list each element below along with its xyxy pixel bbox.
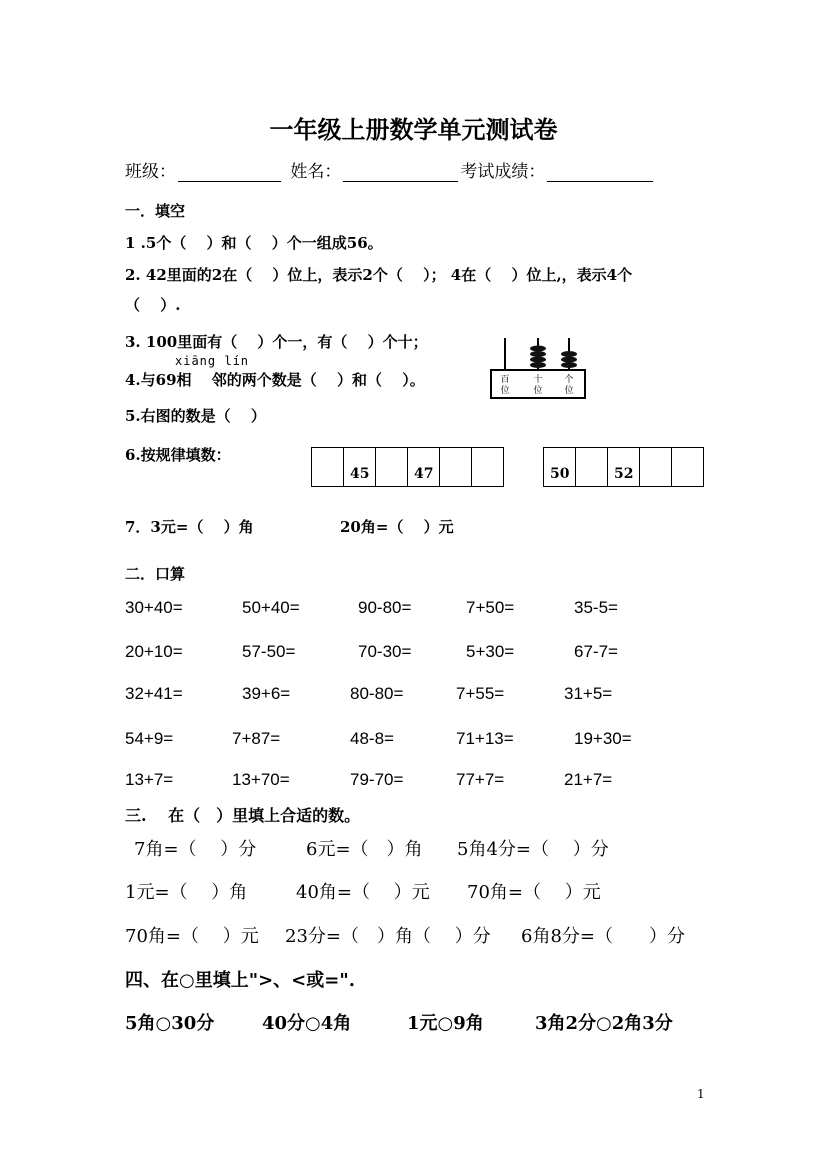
calc-item: 79-70= [350, 770, 404, 789]
calc-item: 32+41= [125, 684, 183, 703]
abacus-bead [530, 346, 546, 352]
calc-item: 48-8= [350, 729, 394, 748]
section4-heading: 四、在○里填上">、<或=". [125, 970, 355, 991]
pinyin-annotation: xiāng lín [175, 354, 250, 368]
section2-heading: 二．口算 [125, 565, 186, 583]
calc-item: 21+7= [564, 770, 613, 789]
seq2-cell: 52 [607, 448, 639, 486]
section3-heading: 三. 在（ ）里填上合适的数。 [125, 806, 361, 825]
page-title: 一年级上册数学单元测试卷 [269, 115, 558, 144]
seq2-cell[interactable] [671, 448, 703, 486]
conv-2-3: 70角=（ ）元 [467, 882, 601, 903]
abacus-bead [530, 362, 546, 368]
question-2-line2: （ ）. [125, 296, 181, 314]
calc-item: 70-30= [358, 642, 412, 661]
question-2-line1: 2. 42里面的2在（ ）位上，表示2个（ ）； 4在（ ）位上,，表示4个 [125, 266, 633, 284]
abacus-bead [561, 362, 577, 368]
conv-1-3: 5角4分=（ ）分 [457, 839, 609, 860]
seq2-cell[interactable] [639, 448, 671, 486]
calc-item: 35-5= [574, 598, 618, 617]
sequence-box-2 [543, 447, 704, 487]
page-number: 1 [697, 1087, 705, 1101]
header-info-line [125, 157, 655, 182]
sequence-box-1 [311, 447, 504, 487]
calc-item: 71+13= [456, 729, 514, 748]
conv-3-2: 23分=（ ）角（ ）分 [285, 926, 491, 947]
conv-2-2: 40角=（ ）元 [296, 882, 430, 903]
conv-1-1: 7角=（ ）分 [134, 839, 257, 860]
compare-3: 1元○9角 [407, 1013, 484, 1034]
calc-item: 77+7= [456, 770, 505, 789]
seq1-cell: 47 [407, 448, 439, 486]
seq1-cell[interactable] [439, 448, 471, 486]
question-3: 3. 100里面有（ ）个一，有（ ）个十； [125, 333, 428, 351]
calc-item: 39+6= [242, 684, 291, 703]
conv-3-1: 70角=（ ）元 [125, 926, 259, 947]
label-tens-2: 位 [533, 386, 543, 396]
question-4: 4.与69相 邻的两个数是（ ）和（ ）。 [125, 371, 425, 389]
label-ones-2: 位 [564, 386, 574, 396]
compare-2: 40分○4角 [262, 1013, 352, 1034]
label-hundreds-2: 位 [500, 386, 510, 396]
calc-item: 67-7= [574, 642, 618, 661]
question-5: 5.右图的数是（ ） [125, 407, 266, 425]
compare-4: 3角2分○2角3分 [535, 1013, 673, 1034]
label-ones-1: 个 [564, 375, 574, 385]
name-blank[interactable] [343, 163, 458, 182]
abacus-bead [530, 357, 546, 363]
calc-item: 19+30= [574, 729, 632, 748]
seq1-cell[interactable] [375, 448, 407, 486]
calc-item: 80-80= [350, 684, 404, 703]
label-hundreds-1: 百 [500, 375, 510, 385]
seq1-cell[interactable] [312, 448, 343, 486]
question-6: 6.按规律填数： [125, 446, 231, 464]
calc-item: 7+87= [232, 729, 281, 748]
seq2-cell: 50 [550, 466, 570, 482]
calc-item: 57-50= [242, 642, 296, 661]
question-7a: 7．3元=（ ）角 [125, 518, 254, 536]
class-blank[interactable] [178, 163, 281, 182]
score-blank[interactable] [547, 163, 653, 182]
name-label: 姓名： [290, 162, 342, 182]
calc-item: 13+70= [232, 770, 290, 789]
class-label: 班级： [125, 162, 176, 182]
abacus-bead [561, 351, 577, 357]
calc-item: 30+40= [125, 598, 183, 617]
calc-item: 7+50= [466, 598, 515, 617]
question-7b: 20角=（ ）元 [340, 518, 454, 536]
section1-heading: 一．填空 [125, 202, 186, 220]
conv-3-3: 6角8分=（ ）分 [521, 926, 685, 947]
abacus-bead [530, 351, 546, 357]
conv-1-2: 6元=（ ）角 [306, 839, 423, 860]
seq1-cell: 45 [343, 448, 375, 486]
conv-2-1: 1元=（ ）角 [125, 882, 248, 903]
seq1-cell[interactable] [471, 448, 503, 486]
calc-item: 13+7= [125, 770, 174, 789]
calc-item: 54+9= [125, 729, 174, 748]
compare-1: 5角○30分 [125, 1013, 215, 1034]
label-tens-1: 十 [533, 375, 543, 385]
calc-item: 50+40= [242, 598, 300, 617]
calc-item: 5+30= [466, 642, 515, 661]
calc-item: 90-80= [358, 598, 412, 617]
calc-item: 7+55= [456, 684, 505, 703]
question-1: 1 .5个（ ）和（ ）个一组成56。 [125, 234, 383, 252]
seq2-cell[interactable] [575, 448, 607, 486]
calc-item: 31+5= [564, 684, 613, 703]
score-label: 考试成绩： [460, 162, 546, 182]
abacus-figure [488, 334, 588, 400]
abacus-bead [561, 357, 577, 363]
calc-item: 20+10= [125, 642, 183, 661]
